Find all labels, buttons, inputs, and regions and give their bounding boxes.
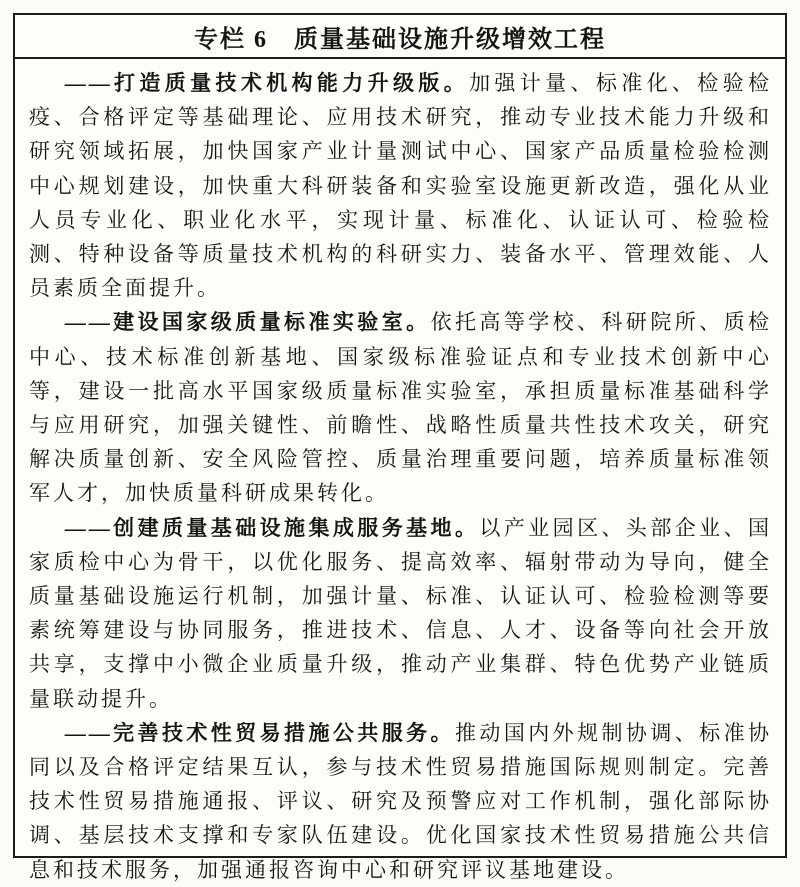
panel-body [15,59,785,887]
panel-title: 专栏 6 质量基础设施升级增效工程 [15,15,785,59]
paragraph-lead: ——完善技术性贸易措施公共服务。 [64,720,455,745]
paragraph-text: 推动国内外规制协调、标准协同以及合格评定结果互认，参与技术性贸易措施国际规则制定。完善技术性贸易措施通报、评议、研究及预警应对工作机制，强化部际协调、基层技术支撑和专家队伍建设。优化国家技术性贸易措施公共信息和技术服务，加强通报咨询中心和研究评议基地建设。 [29,720,773,882]
paragraph-lead: ——打造质量技术机构能力升级版。 [64,71,470,95]
column-panel [13,13,787,882]
paragraph [29,305,772,510]
paragraph-lead: ——创建质量基础设施集成服务基地。 [64,515,480,540]
paragraph-text: 加强计量、标准化、检验检疫、合格评定等基础理论、应用技术研究，推动专业技术能力升级和研究领域拓展，加快国家产业计量测试中心、国家产品质量检验检测中心规划建设，加快重大科研装备和实验室设施更新改造，强化从业人员专业化、职业化水平，实现计量、标准化、认证认可、检验检测、特种设备等质量技术机构的科研实力、装备水平、管理效能、人员素质全面提升。 [29,71,773,301]
paragraph-text: 以产业园区、头部企业、国家质检中心为骨干，以优化服务、提高效率、辐射带动为导向，健全质量基础设施运行机制，加强计量、标准、认证认可、检验检测等要素统筹建设与协同服务，推进技术、信息、人才、设备等向社会开放共享，支撑中小微企业质量升级，推动产业集群、特色优势产业链质量联动提升。 [29,515,772,711]
paragraph [29,511,772,716]
paragraph [29,66,772,305]
paragraph-text: 依托高等学校、科研院所、质检中心、技术标准创新基地、国家级标准验证点和专业技术创新中心等，建设一批高水平国家级质量标准实验室，承担质量标准基础科学与应用研究，加强关键性、前瞻性、战略性质量共性技术攻关，研究解决质量创新、安全风险管控、质量治理重要问题，培养质量标准领军人才，加快质量科研成果转化。 [29,310,773,506]
paragraph-lead: ——建设国家级质量标准实验室。 [64,310,431,335]
paragraph [29,716,772,887]
